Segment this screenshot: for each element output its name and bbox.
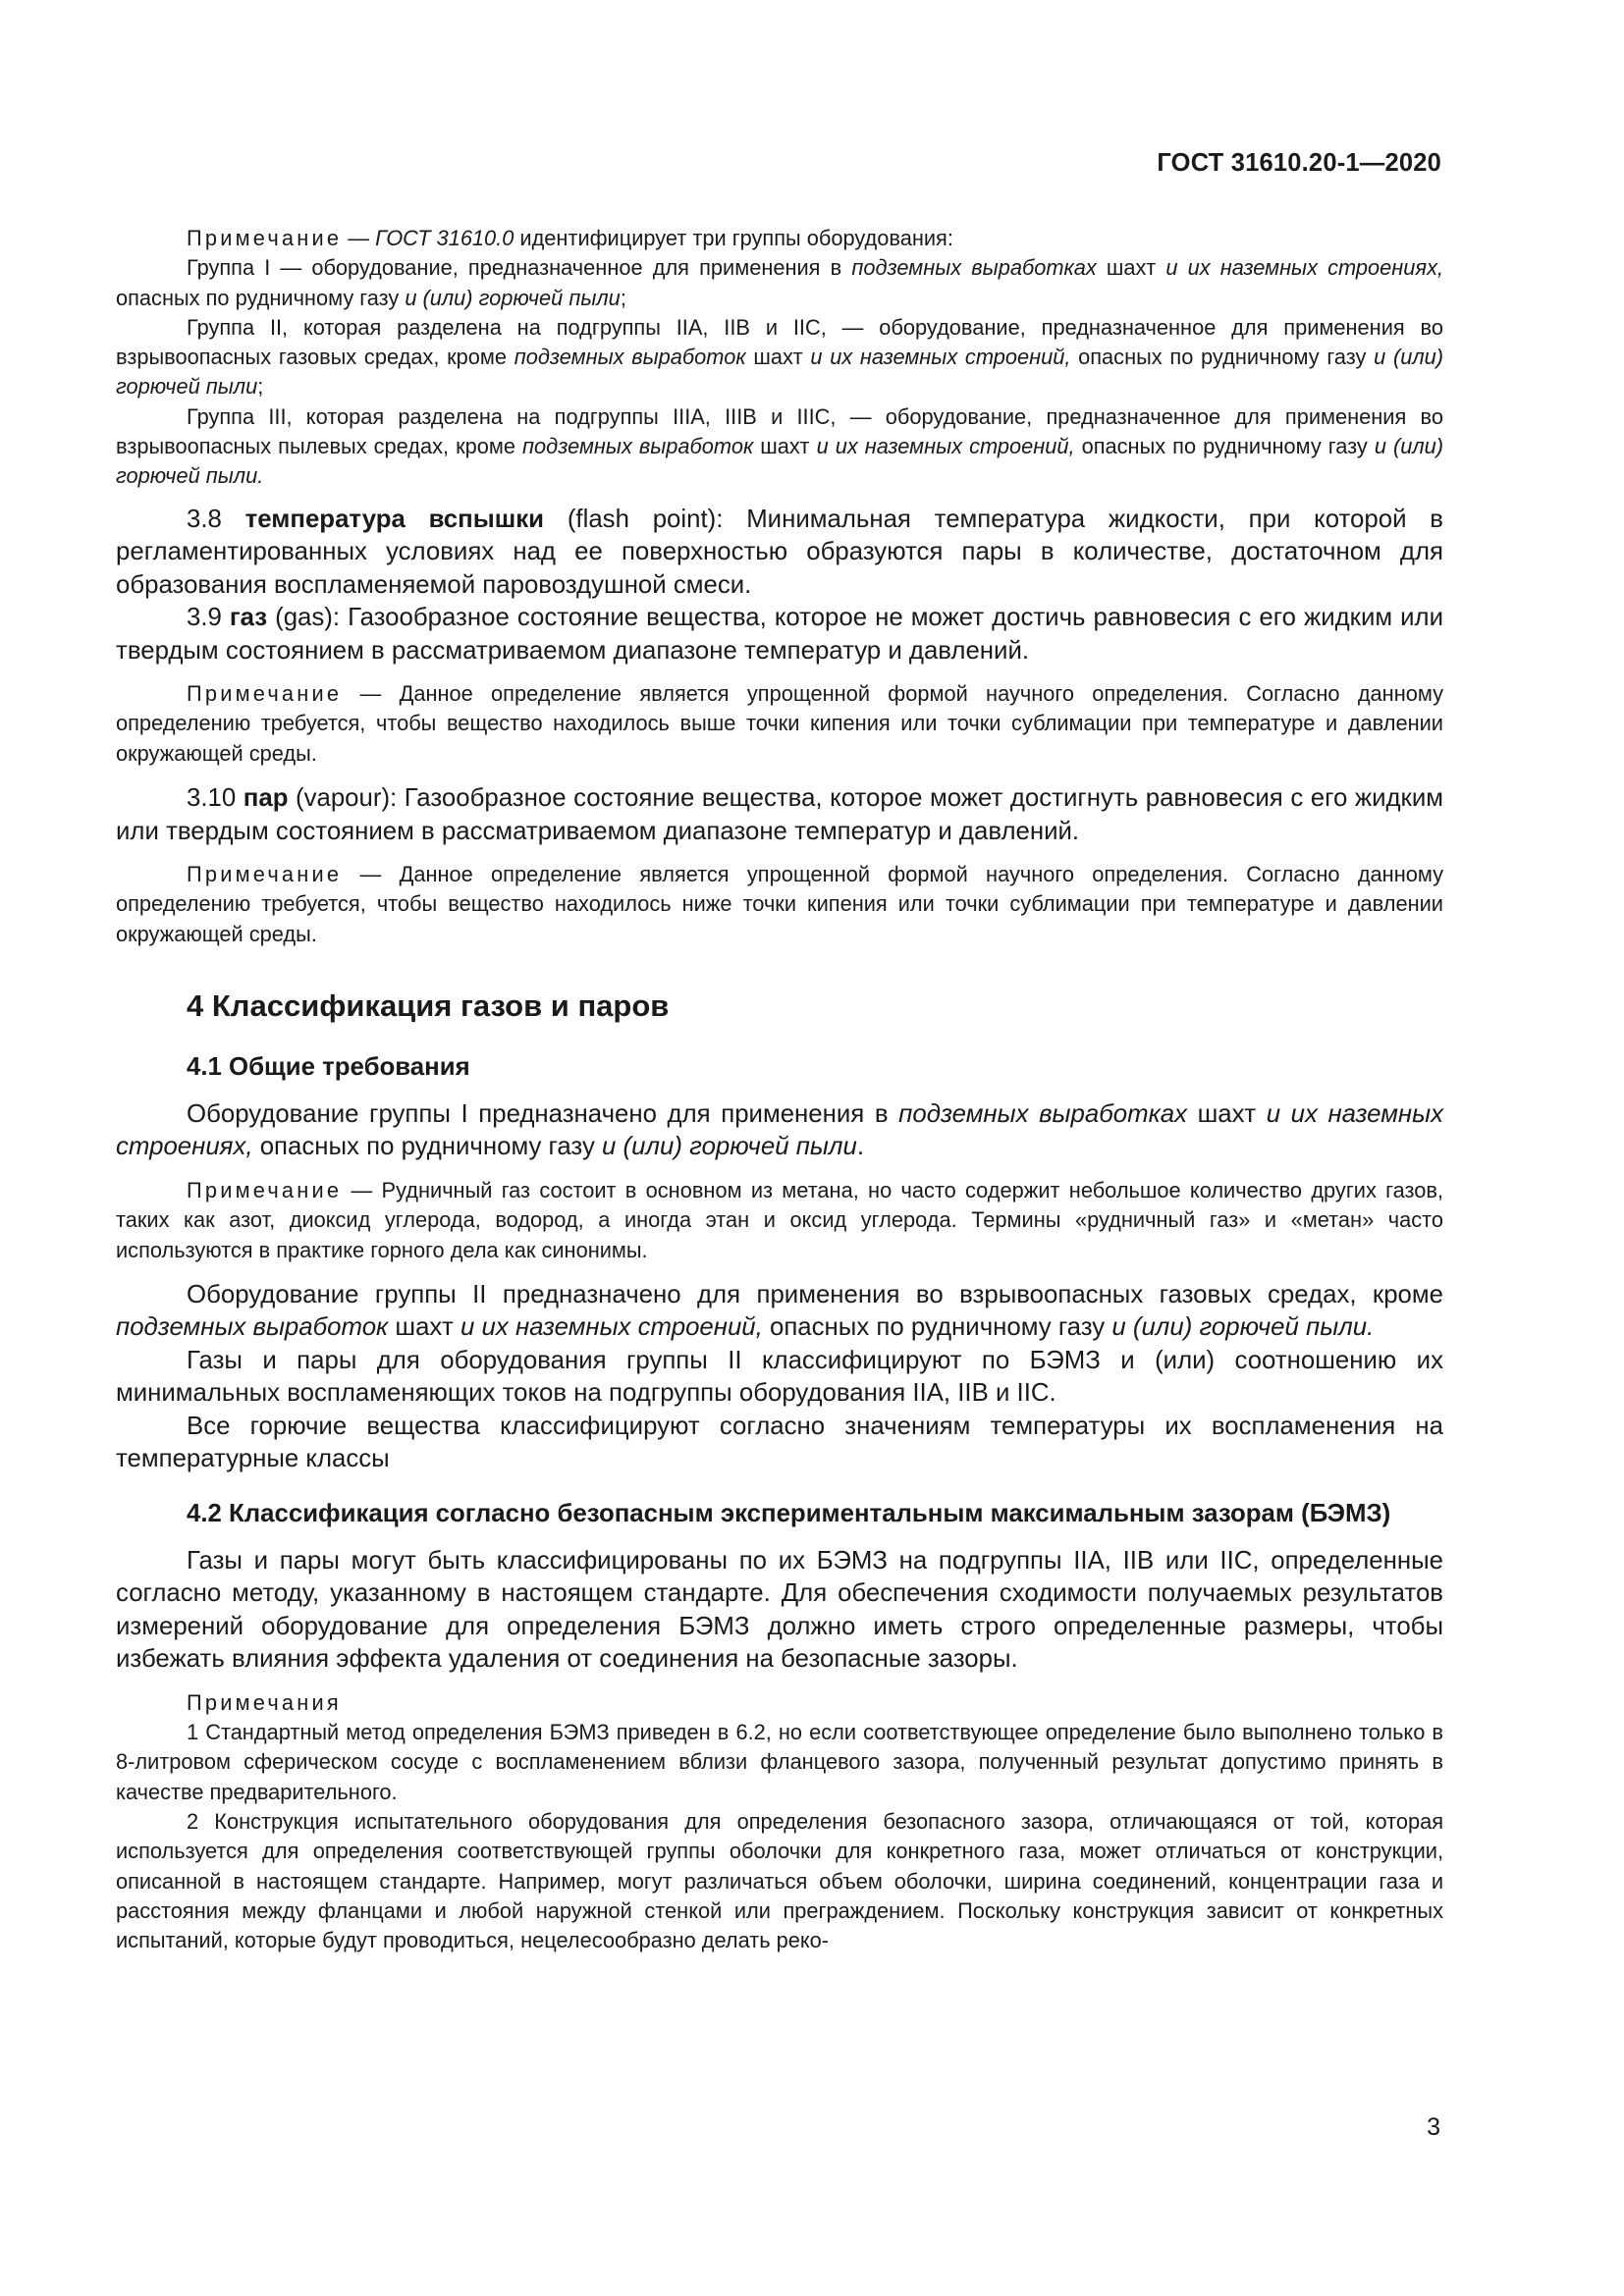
note-paragraph: Примечание — ГОСТ 31610.0 идентифицирует три группы оборудования: — [187, 226, 953, 250]
section-4-1-paragraph-2: Оборудование группы II предназначено для применения во взрывоопасных газовых средах, кроме подземных выработок шахт и их наземных строений, опасных по рудничному газу и (или) горючей пыли. — [116, 1280, 1443, 1342]
section-4-heading: 4 Классификация газов и паров — [187, 988, 670, 1023]
section-4-1-paragraph-4: Все горючие вещества классифицируют согласно значениям температуры их воспламенения на температурные классы — [116, 1412, 1443, 1473]
notes-item-1: 1 Стандартный метод определения БЭМЗ приведен в 6.2, но если соответствующее определение было выполнено только в 8-литровом сферическом сосуде с воспламенением вблизи фланцевого зазора, полученный результат допустимо принять в качестве предварительного. — [116, 1720, 1443, 1804]
notes-item-2: 2 Конструкция испытательного оборудования для определения безопасного зазора, отличающаяся от той, которая используется для определения соответствующей группы оболочки для конкретного газа, может отличаться от конструкции, описанной в настоящем стандарте. Например, могут различаться объем оболочки, ширина соединений, концентрации газа и расстояния между фланцами и любой наружной стенкой или преграждением. Поскольку конструкция зависит от конкретных испытаний, которые будут проводиться, нецелесообразно делать реко- — [116, 1809, 1443, 1953]
page-content — [116, 224, 1443, 1956]
section-4-1-paragraph-3: Газы и пары для оборудования группы II классифицируют по БЭМЗ и (или) соотношению их минимальных воспламеняющих токов на подгруппы оборудования IIA, IIB и IIC. — [116, 1346, 1443, 1408]
section-4-1-paragraph-1: Оборудование группы I предназначено для применения в подземных выработках шахт и их наземных строениях, опасных по рудничному газу и (или) горючей пыли. — [116, 1099, 1443, 1161]
term-3-8: 3.8 температура вспышки (flash point): Минимальная температура жидкости, при которой в регламентированных условиях над ее поверхностью образуются пары в количестве, достаточном для образования воспламеняемой паровоздушной смеси. — [116, 505, 1443, 599]
section-4-2-paragraph: Газы и пары могут быть классифицированы по их БЭМЗ на подгруппы IIA, IIB или IIC, определенные согласно методу, указанному в настоящем стандарте. Для обеспечения сходимости получаемых результатов измерений оборудование для определения БЭМЗ должно иметь строго определенные размеры, чтобы избежать влияния эффекта удаления от соединения на безопасные зазоры. — [116, 1546, 1443, 1674]
note-group-2: Группа II, которая разделена на подгруппы IIA, IIB и IIC, — оборудование, предназначенное для применения во взрывоопасных газовых средах, кроме подземных выработок шахт и их наземных строений, опасных по рудничному газу и (или) горючей пыли; — [116, 314, 1444, 400]
note-term-3-10: Примечание — Данное определение является упрощенной формой научного определения. Согласно данному определению требуется, чтобы вещество находилось ниже точки кипения или точки сублимации при температуре и давлении окружающей среды. — [116, 862, 1443, 946]
note-equipment-groups — [116, 224, 1443, 492]
section-4-1-heading: 4.1 Общие требования — [187, 1052, 470, 1081]
note-mine-gas: Примечание — Рудничный газ состоит в основном из метана, но часто содержит небольшое количество других газов, таких как азот, диоксид углерода, водород, а иногда этан и оксид углерода. Термины «рудничный газ» и «метан» часто используются в практике горного дела как синонимы. — [116, 1177, 1443, 1262]
section-4-2-heading: 4.2 Классификация согласно безопасным экспериментальным максимальным зазорам (БЭМЗ) — [187, 1499, 1391, 1527]
note-group-3: Группа III, которая разделена на подгруппы IIIA, IIIB и IIIC, — оборудование, предназначенное для применения во взрывоопасных пылевых средах, кроме подземных выработок шахт и их наземных строений, опасных по рудничному газу и (или) горючей пыли. — [116, 403, 1444, 489]
note-group-1: Группа I — оборудование, предназначенное для применения в подземных выработках шахт и их наземных строениях, опасных по рудничному газу и (или) горючей пыли; — [116, 255, 1444, 310]
term-3-9: 3.9 газ (gas): Газообразное состояние вещества, которое не может достичь равновесия с его жидким или твердым состоянием в рассматриваемом диапазоне температур и давлений. — [116, 604, 1443, 665]
term-3-10: 3.10 пар (vapour): Газообразное состояние вещества, которое может достигнуть равновесия с его жидким или твердым состоянием в рассматриваемом диапазоне температур и давлений. — [116, 784, 1443, 845]
page-number: 3 — [1427, 2113, 1440, 2141]
note-term-3-9: Примечание — Данное определение является упрощенной формой научного определения. Согласно данному определению требуется, чтобы вещество находилось выше точки кипения или точки сублимации при температуре и давлении окружающей среды. — [116, 681, 1443, 766]
notes-label: Примечания — [187, 1689, 342, 1715]
document-header-id: ГОСТ 31610.20-1—2020 — [1157, 149, 1441, 177]
